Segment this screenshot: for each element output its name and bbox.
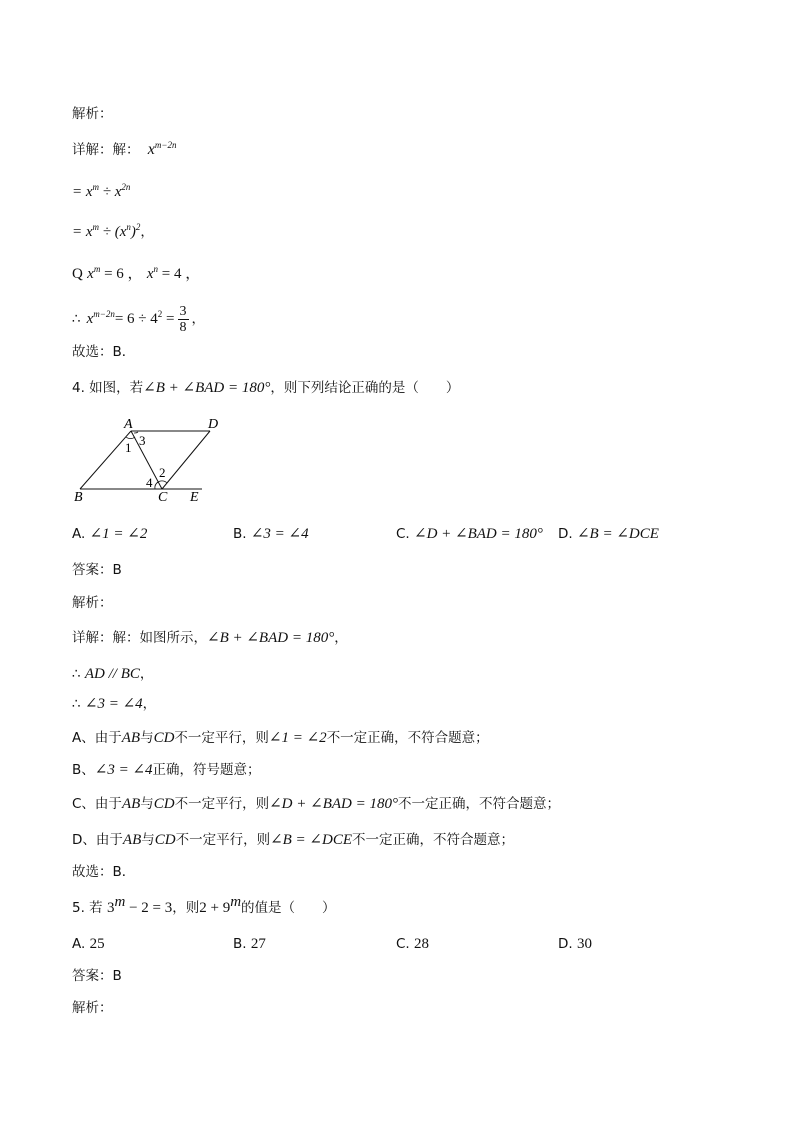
q4-answer: 答案：B	[72, 562, 122, 578]
label-E: E	[190, 490, 199, 505]
q3-choose: 故选：B．	[72, 344, 136, 360]
q4-option-c[interactable]: C. ∠D + ∠BAD = 180°	[396, 526, 543, 542]
q4-explain-b: B、∠3 = ∠4正确，符号题意；	[72, 762, 261, 778]
parallelogram-diagram	[72, 415, 219, 505]
q4-option-b[interactable]: B. ∠3 = ∠4	[233, 526, 309, 542]
q3-detail-line	[72, 140, 176, 160]
q3-step-1: = $x^m \div x^{2n}$	[72, 182, 131, 200]
q3-result: ∴ $x^{m-2n}$ = $6 \div 4^2$ = $\frac{3}{8}$ ，	[72, 303, 206, 335]
label-A: A	[124, 417, 133, 432]
q4-explain-c: C、由于AB与CD不一定平行，则∠D + ∠BAD = 180°不一定正确，不符合题意；	[72, 796, 560, 812]
analysis-label: 解析：	[72, 106, 113, 122]
q5-option-a[interactable]: A. 25	[72, 936, 105, 952]
arc-angle-4	[155, 482, 158, 489]
q4-analysis-label: 解析：	[72, 595, 113, 611]
q4-detail: 详解：解：如图所示，∠B + ∠BAD = 180°，	[72, 630, 348, 646]
q5-option-d[interactable]: D. 30	[558, 936, 592, 952]
q5-option-b[interactable]: B. 27	[233, 936, 266, 952]
q3-step-2: = $x^m \div (x^n)^2$，	[72, 222, 154, 240]
q5-answer: 答案：B	[72, 968, 122, 984]
q4-explain-d: D、由于AB与CD不一定平行，则∠B = ∠DCE不一定正确，不符合题意；	[72, 832, 514, 848]
detail-prefix: 详解：解：	[72, 142, 140, 158]
q4-ad-parallel-bc: ∴ AD // BC，	[72, 666, 154, 682]
q4-choose: 故选：B．	[72, 864, 136, 880]
arc-angle-3	[134, 432, 138, 433]
label-4: 4	[146, 475, 153, 490]
q4-option-a[interactable]: A. ∠1 = ∠2	[72, 526, 148, 542]
label-C: C	[158, 490, 168, 505]
q5-stem: 5. 若 $3^m - 2 = 3$，则$2 + 9^m$的值是（ ）	[72, 894, 336, 916]
expr-x-m-2n: $x^{m-2n}$	[147, 140, 177, 158]
label-2: 2	[159, 465, 166, 480]
q4-figure	[72, 415, 219, 509]
label-3: 3	[139, 433, 146, 448]
q5-option-c[interactable]: C. 28	[396, 936, 430, 952]
q5-analysis-label: 解析：	[72, 1000, 113, 1016]
label-B: B	[74, 490, 83, 505]
q4-angle-3-eq-4: ∴ ∠3 = ∠4，	[72, 696, 157, 712]
label-1: 1	[125, 440, 132, 455]
fraction-3-8: $\frac{3}{8}$	[179, 303, 187, 335]
because-symbol: Q	[72, 266, 83, 282]
label-D: D	[208, 417, 219, 432]
q4-stem: 4. 如图，若∠B + ∠BAD = 180°，则下列结论正确的是（ ）	[72, 380, 460, 396]
q4-option-d[interactable]: D. ∠B = ∠DCE	[558, 526, 659, 542]
therefore-symbol: ∴	[72, 311, 81, 327]
arc-angle-1	[126, 437, 135, 439]
q4-explain-a: A、由于AB与CD不一定平行，则∠1 = ∠2不一定正确，不符合题意；	[72, 730, 489, 746]
segment-ab	[80, 431, 131, 489]
q3-condition: Q $x^m = 6$ ， $x^n = 4$ ，	[72, 264, 201, 282]
segment-cd	[162, 431, 210, 489]
